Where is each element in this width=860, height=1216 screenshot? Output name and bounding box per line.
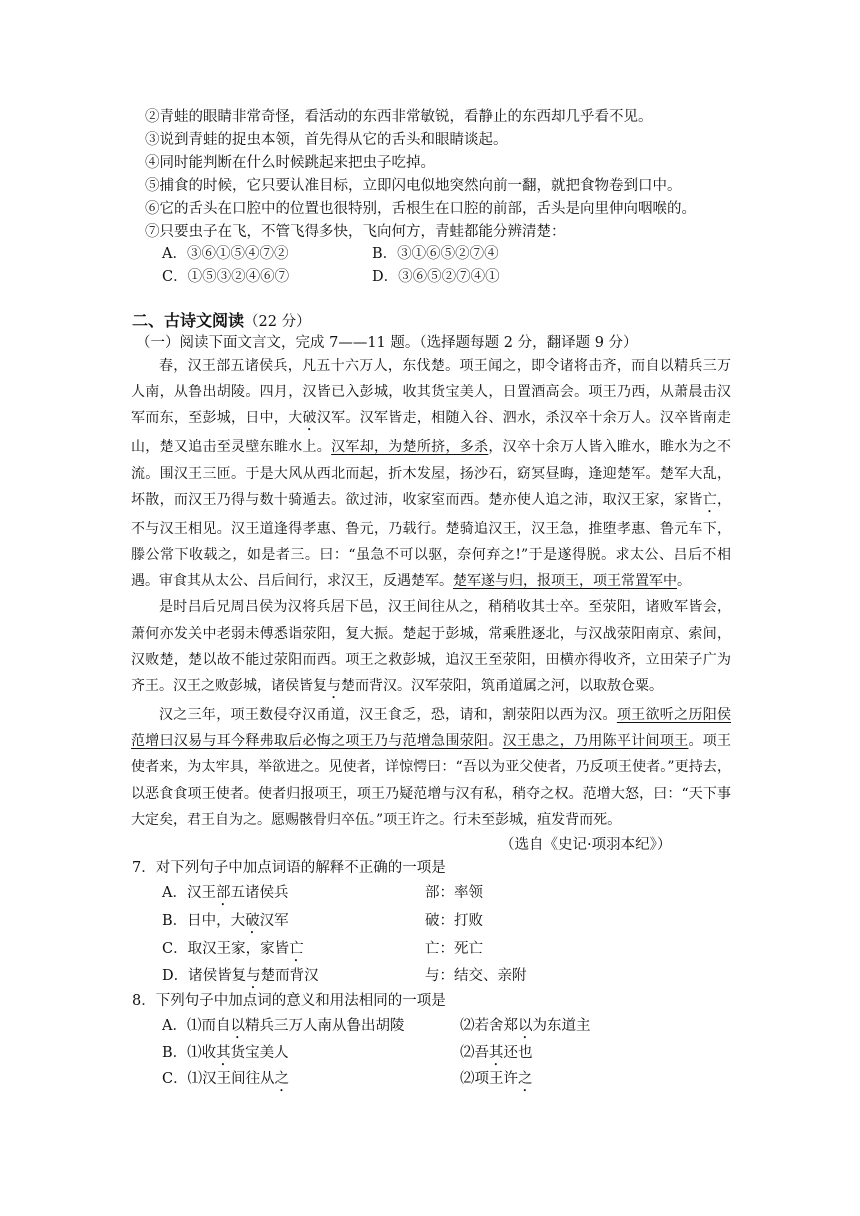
option-text: B．日中，大: [162, 913, 246, 929]
q7-option-d: [162, 966, 319, 992]
section-heading: [132, 310, 311, 333]
section-score: （22 分）: [244, 314, 311, 330]
order-item-6: ⑥它的舌头在口腔中的位置也很特别，舌根生在口腔的前部，舌头是向里伸向咽喉的。: [145, 201, 696, 217]
option-text: 精兵三万人南从鲁出胡陵: [244, 1018, 405, 1034]
q7-option-a-gloss: 部：率领: [425, 885, 483, 901]
dotted-word: 之: [274, 1071, 290, 1087]
passage-paragraph-1: [131, 353, 731, 594]
option-text: D．诸侯皆复: [162, 968, 247, 984]
passage-text: 楚而背汉。汉军荥阳，筑甬道属之河，以取敖仓粟。: [341, 678, 663, 695]
q6-option-d: D．③⑥⑤②⑦④①: [372, 269, 500, 285]
option-text: 汉军: [259, 913, 289, 929]
passage-text: ，汉卒十余万人皆入睢水，睢水为之不流。围汉王三匝。于是大风从西北而起，折木发屋，扬沙石，窈冥昼晦，逢迎楚军。楚军大乱，坏散，而汉王乃得与数十骑遁去。欲过沛，收家室而西。楚亦使人追之沛，取汉王家，家皆: [131, 439, 732, 508]
dotted-word: 亡: [702, 491, 718, 508]
q6-option-b: B．③①⑥⑤②⑦④: [372, 246, 499, 262]
passage-text: 春，汉王部五诸侯兵，凡五十六万人，东伐楚。项王闻之，即令诸将击齐，而自以精兵三万人南，从鲁出胡陵。四月，汉皆已入彭城，收其货宝美人，日置酒高会。项王乃西，从萧晨击汉军而东，至彭城，日中，大: [131, 358, 731, 427]
q7-option-a: [162, 883, 288, 909]
classical-passage: [131, 353, 731, 833]
section-title: 二、古诗文阅读: [132, 311, 245, 330]
q8-option-c-2: [460, 1069, 533, 1095]
passage-text: 是时吕后兄周吕侯为汉将兵居下邑，汉王间往从之，稍稍收其士卒。至荥阳，诸败军皆会，萧何亦发关中老弱未傅悉诣荥阳，复大振。楚起于彭城，常乘胜逐北，与汉战荥阳南京、索间，汉败楚，楚以故不能过荥阳而西。项王之救彭城，追汉王至荥阳，田横亦得收齐，立田荣子广为齐王。汉王之败彭城，诸侯皆复: [131, 599, 731, 695]
option-text: 五诸侯兵: [230, 885, 289, 901]
q6-option-a: A．③⑥①⑤④⑦②: [162, 246, 289, 262]
q7-option-b-gloss: 破：打败: [425, 913, 483, 929]
order-item-5: ⑤捕食的时候，它只要认准目标，立即闪电似地突然向前一翻，就把食物卷到口中。: [145, 178, 682, 194]
q6-option-c: C．①⑤③②④⑥⑦: [162, 269, 290, 285]
q7-stem: 7．对下列句子中加点词语的解释不正确的一项是: [132, 860, 446, 876]
q7-option-c: [162, 939, 304, 965]
option-text: A．⑴而自: [162, 1018, 231, 1034]
q8-stem: 8．下列句子中加点词的意义和用法相同的一项是: [132, 993, 446, 1009]
passage-text: ，不与汉王相见。汉王道逢得孝惠、鲁元，乃载行。楚骑追汉王，汉王急，推堕孝惠、鲁元车下，滕公常下收载之，如是者三。曰：“虽急不可以驱，奈何弃之!”于是遂得脱。求太公、吕后不相遇。审食其从太公、吕后间行，求汉王，反遇楚军。: [131, 491, 732, 590]
dotted-word: 破: [245, 913, 260, 929]
underlined-sentence-4: 汉王患之，乃用陈平计间项王: [502, 733, 689, 750]
dotted-word: 其: [489, 1045, 504, 1061]
passage-text: 。: [677, 573, 691, 590]
option-text: ⑵吾: [460, 1045, 489, 1061]
passage-text: 汉之三年，项王数侵夺汉甬道，汉王食乏，恐，请和，割荥阳以西为汉。: [159, 707, 617, 724]
passage-text: 。: [488, 733, 503, 750]
subsection-instruction: （一）阅读下面文言文，完成 7——11 题。（选择题每题 2 分，翻译题 9 分）: [136, 335, 638, 351]
dotted-word: 以: [518, 1018, 533, 1034]
option-text: 为东道主: [532, 1018, 591, 1034]
passage-text: 。项王使者来，为太牢具，举欲进之。见使者，详惊愕曰：“吾以为亚父使者，乃反项王使者。”更持去，以恶食食项王使者。使者归报项王，项王乃疑范增与汉有私，稍夺之权。范增大怒，曰：“天下事大定矣，君王自为之。愿赐骸骨归卒伍。”项王许之。行未至彭城，疽发背而死。: [131, 733, 732, 828]
q8-option-c-1: [162, 1069, 289, 1095]
order-item-2: ②青蛙的眼睛非常奇怪，看活动的东西非常敏锐，看静止的东西却几乎看不见。: [145, 109, 653, 125]
q8-option-a-1: [162, 1016, 404, 1042]
underlined-sentence-3: 项王欲听之历阳侯范增曰汉易与耳今释弗取后必悔之项王乃与范增急围荥阳: [131, 707, 731, 750]
dotted-word: 之: [518, 1071, 533, 1087]
q8-option-b-2: [460, 1043, 533, 1069]
passage-paragraph-3: [131, 702, 731, 833]
option-text: ⑵项王许: [460, 1071, 518, 1087]
underlined-sentence-1: 汉军却，为楚所挤，多杀: [331, 439, 489, 456]
order-item-4: ④同时能判断在什么时候跳起来把虫子吃掉。: [145, 155, 435, 171]
dotted-word: 破: [302, 410, 317, 427]
option-text: A．汉王: [162, 885, 216, 901]
q8-option-b-1: [162, 1043, 289, 1069]
option-text: B．⑴收: [162, 1045, 217, 1061]
q7-option-b: [162, 911, 289, 937]
q7-option-c-gloss: 亡：死亡: [425, 941, 483, 957]
dotted-word: 亡: [289, 941, 304, 957]
dotted-word: 与: [327, 678, 341, 695]
passage-source: （选自《史记·项羽本纪》）: [500, 837, 672, 853]
dotted-word: 以: [230, 1018, 245, 1034]
dotted-word: 部: [215, 885, 231, 901]
order-item-7: ⑦只要虫子在飞，不管飞得多快，飞向何方，青蛙都能分辨清楚：: [145, 224, 566, 240]
dotted-word: 与: [246, 968, 261, 984]
option-text: C．取汉王家，家皆: [162, 941, 290, 957]
order-item-3: ③说到青蛙的捉虫本领，首先得从它的舌头和眼睛谈起。: [145, 132, 508, 148]
option-text: 货宝美人: [230, 1045, 289, 1061]
option-text: ⑵若舍郑: [460, 1018, 518, 1034]
option-text: 楚而背汉: [260, 968, 319, 984]
option-text: 还也: [503, 1045, 533, 1061]
passage-text: 汉军。汉军皆走，相随入谷、泗水，杀汉卒十余万人。汉卒皆南走山，楚又追击至灵壁东睢水上。: [131, 410, 732, 456]
passage-paragraph-2: [131, 594, 731, 702]
dotted-word: 其: [216, 1045, 231, 1061]
underlined-sentence-2: 楚军遂与归，报项王，项王常置军中: [453, 573, 677, 590]
q8-option-a-2: [460, 1016, 591, 1042]
option-text: C．⑴汉王间往从: [162, 1071, 275, 1087]
q7-option-d-gloss: 与：结交、亲附: [425, 968, 527, 984]
